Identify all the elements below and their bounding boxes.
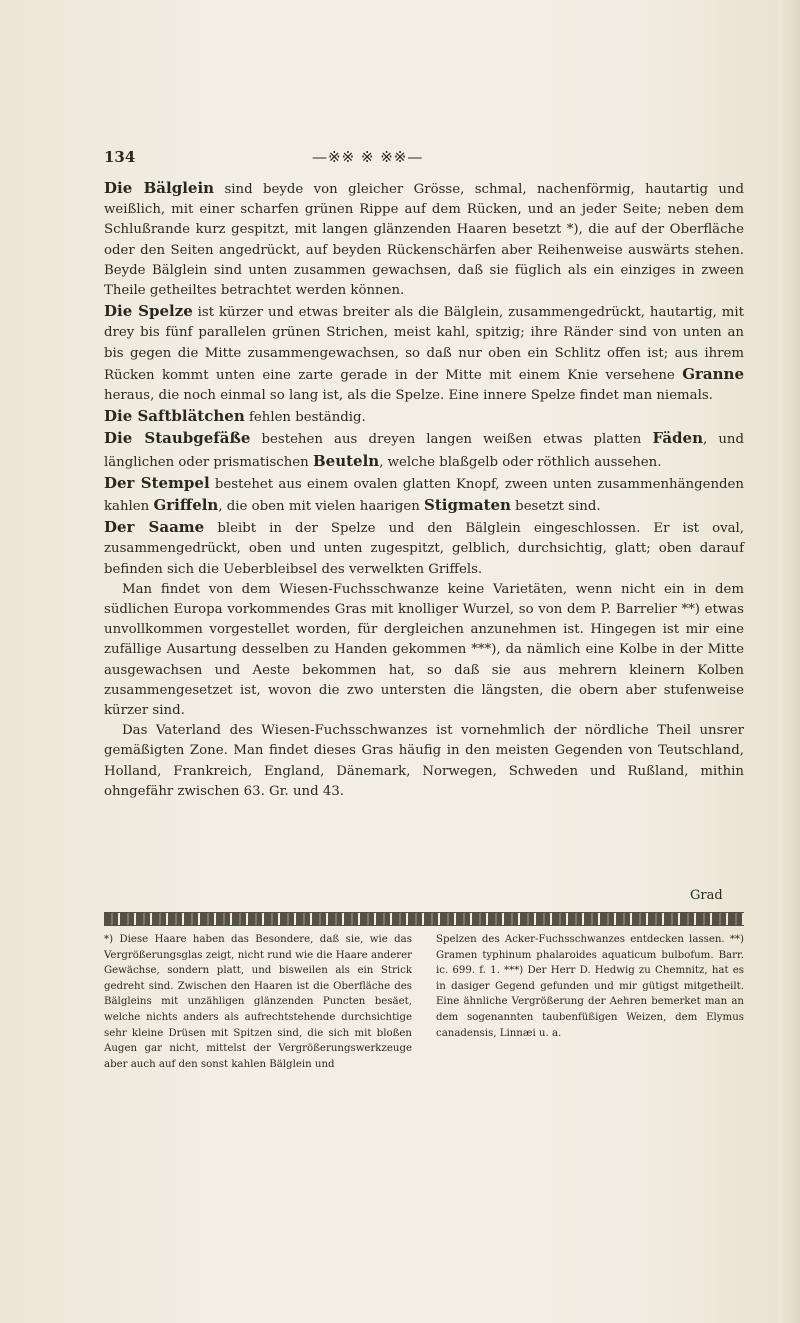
- page-header: [104, 148, 744, 174]
- keyword: Granne: [682, 364, 744, 383]
- page-number: 134: [104, 148, 136, 166]
- footnote-column-left: [104, 932, 412, 1072]
- footnote-text: *) Diese Haare haben das Besondere, daß sie, wie das Vergrößerungsglas zeigt, nicht rund wie die Haare anderer Gewächse, sondern platt, und bisweilen als ein Strick gedreht sind. Zwischen den Haaren ist die Oberfläche des Bälgleins mit unzähligen glänzenden Puncten besäet, welche nichts anders als aufrechtstehende durchsichtige sehr kleine Drüsen mit Spitzen sind, die sich mit bloßen Augen gar nicht, mittelst der Vergrößerungswerkzeuge aber auch auf den sonst kahlen Bälglein und: [104, 934, 412, 1070]
- paragraph-staubgefaesse: [104, 428, 744, 472]
- keyword: Die Staubgefäße: [104, 429, 251, 448]
- paragraph-text: bestehen aus dreyen langen weißen etwas platten: [250, 432, 642, 448]
- keyword: Beuteln: [312, 451, 380, 470]
- paragraph-text: fehlen beständig.: [244, 410, 366, 426]
- paragraph-text: , die oben mit vielen haarigen: [218, 499, 420, 515]
- page-edge: [778, 0, 800, 1323]
- keyword: Der Stempel: [104, 473, 210, 492]
- footnote-column-right: [436, 932, 744, 1041]
- paragraph-text: , welche blaßgelb oder röthlich aussehen.: [379, 454, 662, 470]
- paragraph-text: bestehet aus einem ovalen glatten Knopf, zween unten zusammenhängenden kahlen: [104, 476, 744, 515]
- keyword: Die Bälglein: [104, 179, 215, 197]
- paragraph-saftblaetchen: [104, 406, 744, 428]
- paragraph-stempel: [104, 473, 744, 517]
- paragraph-text: besetzt sind.: [510, 499, 601, 515]
- keyword: Fäden: [652, 429, 703, 448]
- paragraph-text: bleibt in der Spelze und den Bälglein eingeschlossen. Er ist oval, zusammengedrückt, oben und unten zugespitzt, gelblich, durchsichtig, glatt; oben darauf befinden sich die Ueberbleibsel des verwelkten Griffels.: [104, 521, 744, 577]
- keyword: Griffeln: [153, 496, 219, 515]
- paragraph-text: , und länglichen oder prismatischen: [104, 432, 744, 470]
- paragraph-vaterland: Das Vaterland des Wiesen-Fuchsschwanzes ist vornehmlich der nördliche Theil unsrer gemäßigten Zone. Man findet dieses Gras häufig in den meisten Gegenden von Teutschland, Holland, Frankreich, England, Dänemark, Norwegen, Schweden und Rußland, mithin ohngefähr zwischen 63. Gr. und 43.: [104, 723, 744, 799]
- paragraph-text: ist kürzer und etwas breiter als die Bälglein, zusammengedrückt, hautartig, mit drey bis fünf parallelen grünen Strichen, meist kahl, spitzig; ihre Ränder sind von unten an bis gegen die Mitte zusammengewachsen, so daß nur oben ein Schlitz offen ist; aus ihrem Rücken kommt unten eine zarte gerade in der Mitte mit einem Knie versehene: [104, 305, 744, 383]
- catchword: Grad: [690, 888, 723, 903]
- keyword: Stigmaten: [424, 496, 511, 515]
- paragraph-saame: [104, 517, 744, 580]
- paragraph-text: sind beyde von gleicher Grösse, schmal, nachenförmig, hautartig und weißlich, mit einer scharfen grünen Rippe auf dem Rücken, und an jeder Seite; neben dem Schlußrande kurz gespitzt, mit langen glänzenden Haaren besetzt *), die auf der Oberfläche oder den Seiten angedrückt, auf beyden Rückenschärfen aber Reihenweise auswärts stehen. Beyde Bälglein sind unten zusammen gewachsen, daß sie füglich als ein einziges in zween Theile getheiltes betrachtet werden können.: [104, 182, 744, 299]
- paragraph-balglein: [104, 178, 744, 301]
- keyword: Die Saftblätchen: [104, 407, 245, 426]
- keyword: Der Saame: [104, 518, 205, 537]
- footnote-text: Spelzen des Acker-Fuchsschwanzes entdecken lassen. **) Gramen typhinum phalaroides aquaticum bulbofum. Barr. ic. 699. f. 1. ***) Der Herr D. Hedwig zu Chemnitz, hat es in dasiger Gegend gefunden und mir gütigst mitgetheilt. Eine ähnliche Vergrößerung der Aehren bemerket man an dem sogenannten taubenfüßigen Weizen, dem Elymus canadensis, Linnæi u. a.: [436, 934, 744, 1039]
- paragraph-varietaeten: Man findet von dem Wiesen-Fuchsschwanze keine Varietäten, wenn nicht ein in dem südlichen Europa vorkommendes Gras mit knolliger Wurzel, so von dem P. Barrelier **) etwas unvollkommen vorgestellet worden, für dergleichen anzunehmen ist. Hingegen ist mir eine zufällige Ausartung desselben zu Handen gekommen ***), da nämlich eine Kolbe in der Mitte ausgewachsen und Aeste bekommen hat, so daß sie aus mehrern kleinern Kolben zusammengesetzet ist, wovon die zwo untersten die längsten, die obern aber stufenweise kürzer sind.: [104, 581, 744, 719]
- ornamental-divider: [104, 912, 744, 926]
- body-text: [104, 178, 744, 802]
- paragraph-text: heraus, die noch einmal so lang ist, als die Spelze. Eine innere Spelze findet man niemals.: [104, 388, 713, 404]
- paragraph-spelze: [104, 301, 744, 406]
- header-ornament: —※※ ※ ※※—: [312, 148, 424, 166]
- keyword: Die Spelze: [104, 302, 193, 321]
